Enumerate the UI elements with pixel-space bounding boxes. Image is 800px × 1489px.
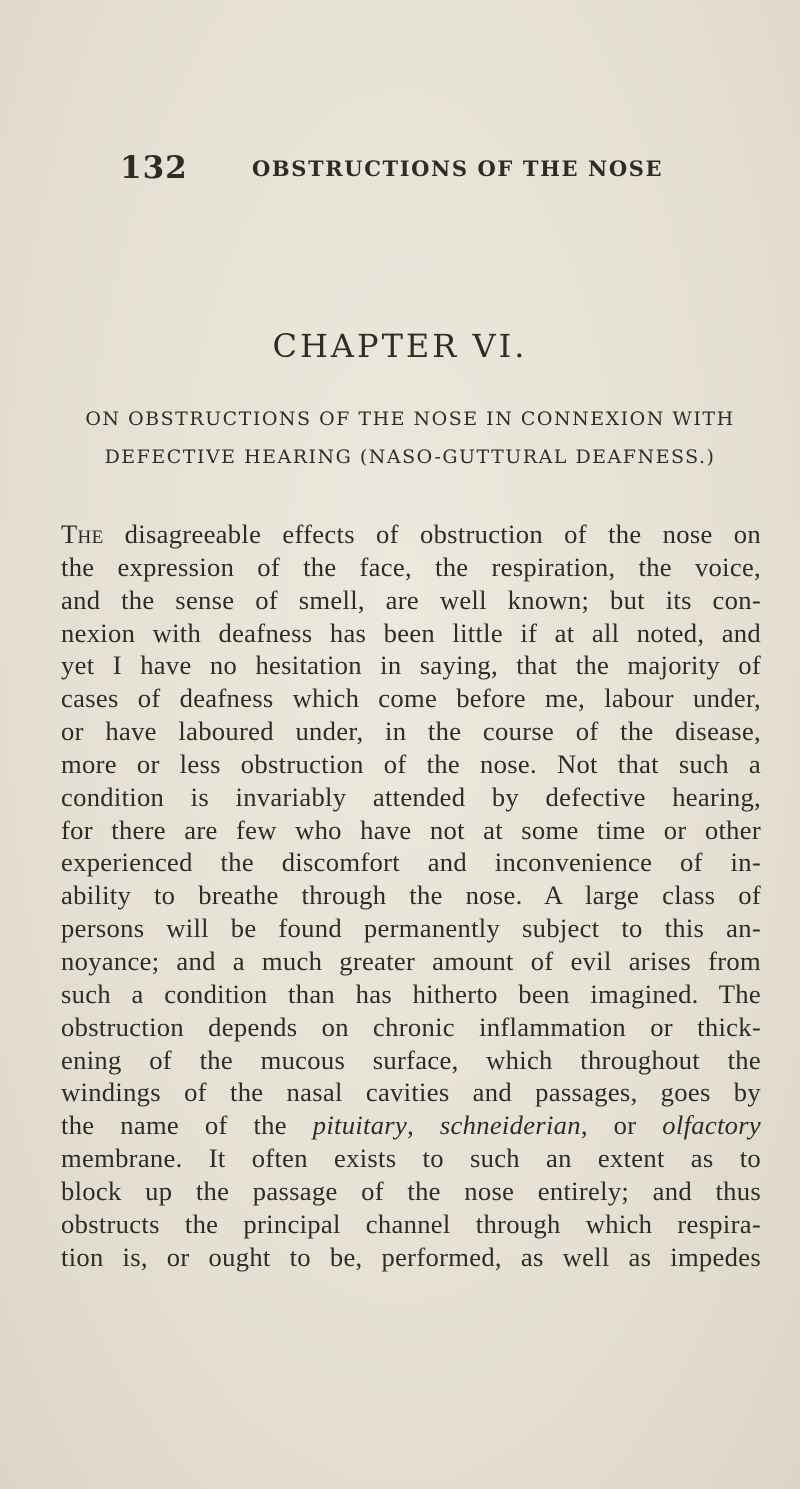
chapter-title: CHAPTER VI. xyxy=(272,327,528,365)
text-line: nexion with deafness has been little if at all noted, and xyxy=(61,617,761,648)
text-line: ening of the mucous surface, which throughout the xyxy=(61,1044,761,1075)
chapter-subtitle xyxy=(60,400,760,476)
text-line: The disagreeable effects of obstruction of the nose on xyxy=(61,519,761,549)
text-line: membrane. It often exists to such an extent as to xyxy=(61,1143,761,1174)
text-line: cases of deafness which come before me, labour under, xyxy=(61,683,761,714)
italic-term: pituitary xyxy=(312,1110,408,1141)
subtitle-line-1: ON OBSTRUCTIONS OF THE NOSE IN CONNEXION WITH xyxy=(85,408,735,430)
body-paragraph xyxy=(61,518,761,1273)
drop-word: The xyxy=(61,519,104,549)
text-line: the expression of the face, the respiration, the voice, xyxy=(61,551,761,582)
text-line: such a condition than has hitherto been imagined. The xyxy=(61,978,761,1009)
text-line: obstruction depends on chronic inflammation or thick- xyxy=(61,1011,761,1042)
subtitle-line-2: DEFECTIVE HEARING (NASO-GUTTURAL DEAFNESS.) xyxy=(104,446,716,468)
text-line: more or less obstruction of the nose. Not that such a xyxy=(61,748,761,779)
text-line: condition is invariably attended by defective hearing, xyxy=(61,781,761,812)
text-line: experienced the discomfort and inconvenience of in- xyxy=(61,847,761,878)
text-line: noyance; and a much greater amount of evil arises from xyxy=(61,945,761,976)
text-line: obstructs the principal channel through which respira- xyxy=(61,1208,761,1239)
italic-term: olfactory xyxy=(662,1110,761,1141)
text-line: windings of the nasal cavities and passages, goes by xyxy=(61,1077,761,1108)
text-line: yet I have no hesitation in saying, that the majority of xyxy=(61,650,761,681)
text-line: persons will be found permanently subject to this an- xyxy=(61,913,761,944)
text-line: and the sense of smell, are well known; but its con- xyxy=(61,584,761,615)
text-line: block up the passage of the nose entirely; and thus xyxy=(61,1175,761,1206)
page-number: 132 xyxy=(120,150,188,186)
running-title: OBSTRUCTIONS OF THE NOSE xyxy=(252,156,664,181)
text-line: or have laboured under, in the course of the disease, xyxy=(61,716,761,747)
text-line: ability to breathe through the nose. A large class of xyxy=(61,880,761,911)
running-head xyxy=(120,150,760,190)
text-line: the name of the pituitary, schneiderian, or olfactory xyxy=(61,1110,761,1141)
italic-term: schneiderian xyxy=(439,1110,581,1141)
text-line: for there are few who have not at some time or other xyxy=(61,814,761,845)
text-line: tion is, or ought to be, performed, as well as impedes xyxy=(61,1241,761,1272)
